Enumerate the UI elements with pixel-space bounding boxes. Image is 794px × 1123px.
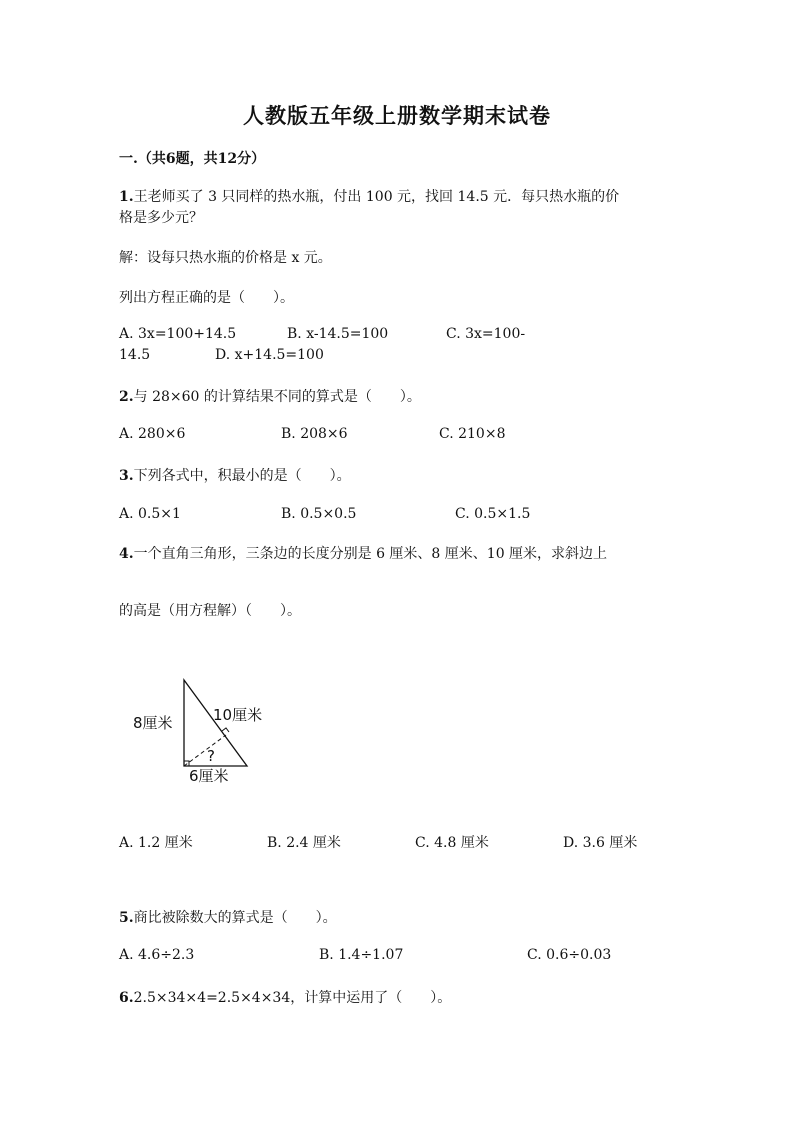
page-title: 人教版五年级上册数学期末试卷 (243, 103, 551, 128)
question-1-line1 (119, 186, 619, 206)
label-left-side: 8厘米 (133, 714, 173, 732)
question-1-solution: 解：设每只热水瓶的价格是 x 元。 (119, 250, 332, 266)
q5-option-a[interactable]: A. 4.6÷2.3 (119, 947, 195, 963)
q2-option-a[interactable]: A. 280×6 (119, 426, 186, 442)
question-4-line2: 的高是（用方程解）（ ）。 (119, 603, 301, 619)
question-text: 王老师买了 3 只同样的热水瓶，付出 100 元，找回 14.5 元．每只热水瓶的价 (133, 189, 620, 205)
q4-option-b[interactable]: B. 2.4 厘米 (267, 835, 341, 851)
question-5 (119, 907, 337, 927)
question-1-prompt: 列出方程正确的是（ ）。 (119, 290, 294, 306)
right-triangle-figure (125, 670, 285, 790)
q1-option-d[interactable]: D. x+14.5=100 (215, 347, 324, 363)
question-text: 2.5×34×4=2.5×4×34，计算中运用了（ ）。 (133, 990, 452, 1006)
question-4-line1 (119, 543, 607, 563)
question-2 (119, 386, 421, 406)
q3-option-c[interactable]: C. 0.5×1.5 (455, 506, 531, 522)
q5-option-c[interactable]: C. 0.6÷0.03 (527, 947, 612, 963)
question-number: 5. (119, 910, 134, 926)
question-number: 1. (119, 189, 134, 205)
label-bottom-side: 6厘米 (189, 767, 229, 785)
q1-option-b[interactable]: B. x-14.5=100 (287, 326, 389, 342)
question-6 (119, 987, 451, 1007)
q4-option-d[interactable]: D. 3.6 厘米 (563, 835, 638, 851)
q3-option-a[interactable]: A. 0.5×1 (119, 506, 181, 522)
question-number: 3. (119, 468, 134, 484)
q4-option-a[interactable]: A. 1.2 厘米 (119, 835, 193, 851)
label-unknown-height: ? (207, 747, 215, 765)
section-header: 一.（共6题，共12分） (119, 151, 266, 167)
question-1-line2: 格是多少元？ (119, 210, 203, 226)
label-hypotenuse: 10厘米 (213, 706, 263, 724)
question-number: 2. (119, 389, 134, 405)
q1-option-a[interactable]: A. 3x=100+14.5 (119, 326, 237, 342)
question-text: 一个直角三角形，三条边的长度分别是 6 厘米、8 厘米、10 厘米，求斜边上 (133, 546, 608, 562)
q2-option-b[interactable]: B. 208×6 (281, 426, 348, 442)
q1-option-c[interactable]: C. 3x=100- (446, 326, 526, 342)
altitude-line (184, 735, 226, 766)
q5-option-b[interactable]: B. 1.4÷1.07 (319, 947, 404, 963)
altitude-right-angle-marker (222, 728, 229, 732)
question-text: 下列各式中，积最小的是（ ）。 (133, 468, 351, 484)
question-text: 与 28×60 的计算结果不同的算式是（ ）。 (133, 389, 421, 405)
q4-option-c[interactable]: C. 4.8 厘米 (415, 835, 489, 851)
question-text: 商比被除数大的算式是（ ）。 (133, 910, 337, 926)
question-number: 6. (119, 990, 134, 1006)
q2-option-c[interactable]: C. 210×8 (439, 426, 506, 442)
question-3 (119, 465, 351, 485)
question-number: 4. (119, 546, 134, 562)
q3-option-b[interactable]: B. 0.5×0.5 (281, 506, 357, 522)
q1-option-c-continued: 14.5 (119, 347, 151, 363)
